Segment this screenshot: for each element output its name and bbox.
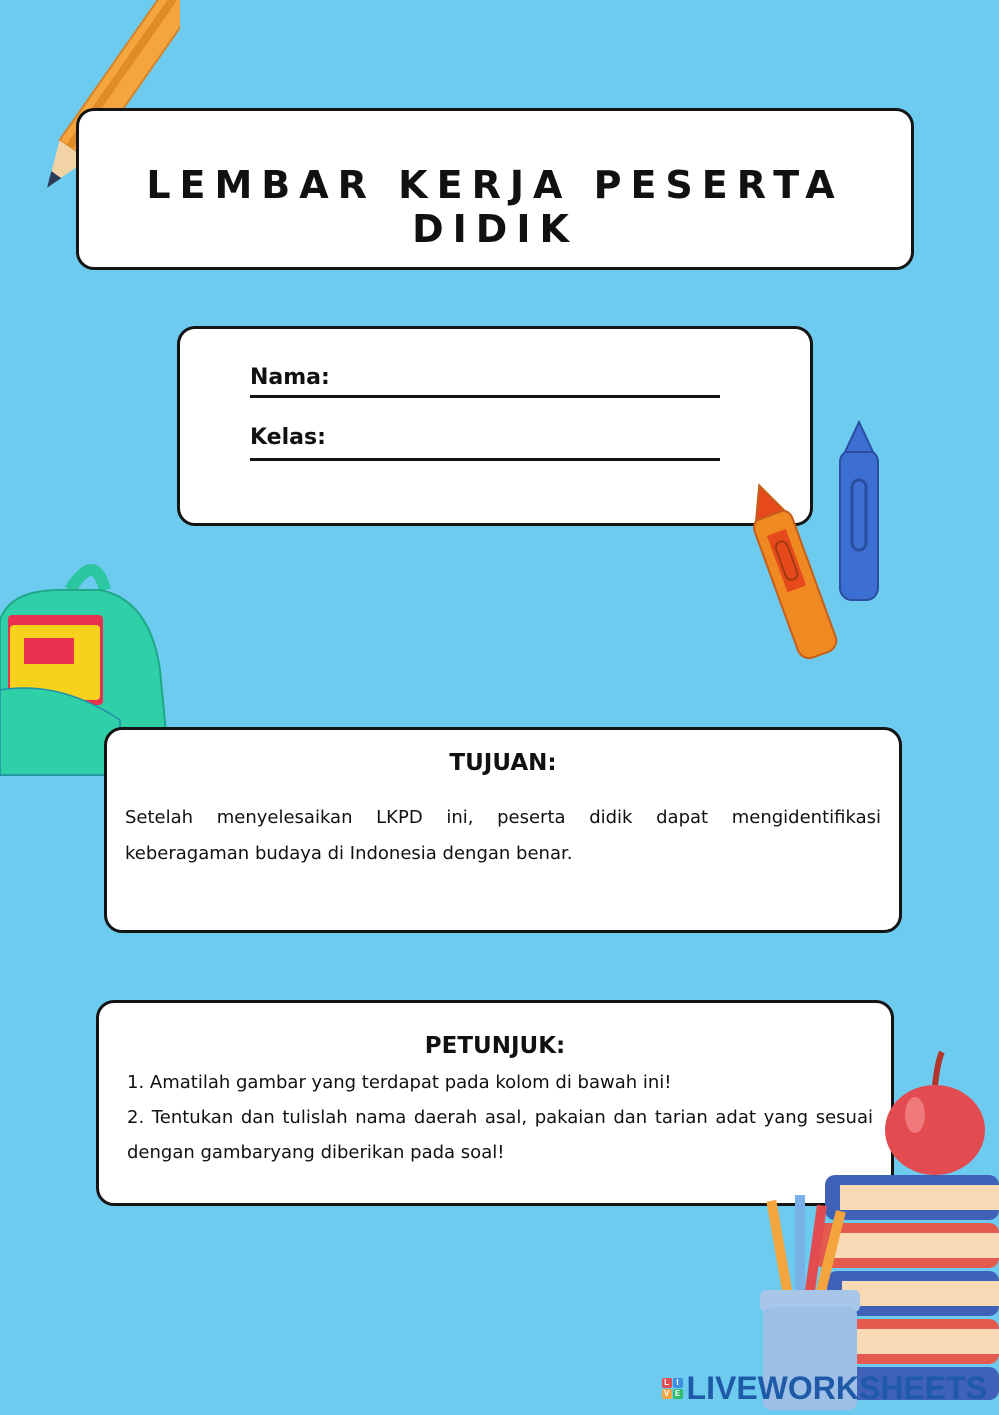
- instructions-heading: PETUNJUK:: [424, 1033, 566, 1059]
- liveworksheets-logo: [662, 1370, 987, 1407]
- class-field[interactable]: [250, 458, 720, 461]
- identity-card: [177, 326, 813, 526]
- instructions-card: [96, 1000, 894, 1206]
- brand-badge-icon: L I V E: [662, 1378, 683, 1399]
- name-label: Nama:: [250, 365, 330, 390]
- page-title: LEMBAR KERJA PESERTA DIDIK: [146, 163, 844, 251]
- brand-name: LIVEWORKSHEETS: [686, 1370, 987, 1406]
- apple-icon: [880, 1050, 990, 1180]
- instruction-item: 2. Tentukan dan tulislah nama daerah asal, pakaian dan tarian adat yang sesuai dengan gambaryang diberikan pada soal!: [127, 1107, 873, 1163]
- name-field[interactable]: [250, 395, 720, 398]
- instruction-item: 1. Amatilah gambar yang terdapat pada kolom di bawah ini!: [127, 1072, 672, 1093]
- crayons-icon: [750, 420, 900, 660]
- goal-heading: TUJUAN:: [449, 750, 557, 776]
- goal-text: Setelah menyelesaikan LKPD ini, peserta didik dapat mengidentifikasi keberagaman budaya di Indonesia dengan benar.: [125, 807, 881, 864]
- class-label: Kelas:: [250, 425, 326, 450]
- title-card: [76, 108, 914, 270]
- goal-card: [104, 727, 902, 933]
